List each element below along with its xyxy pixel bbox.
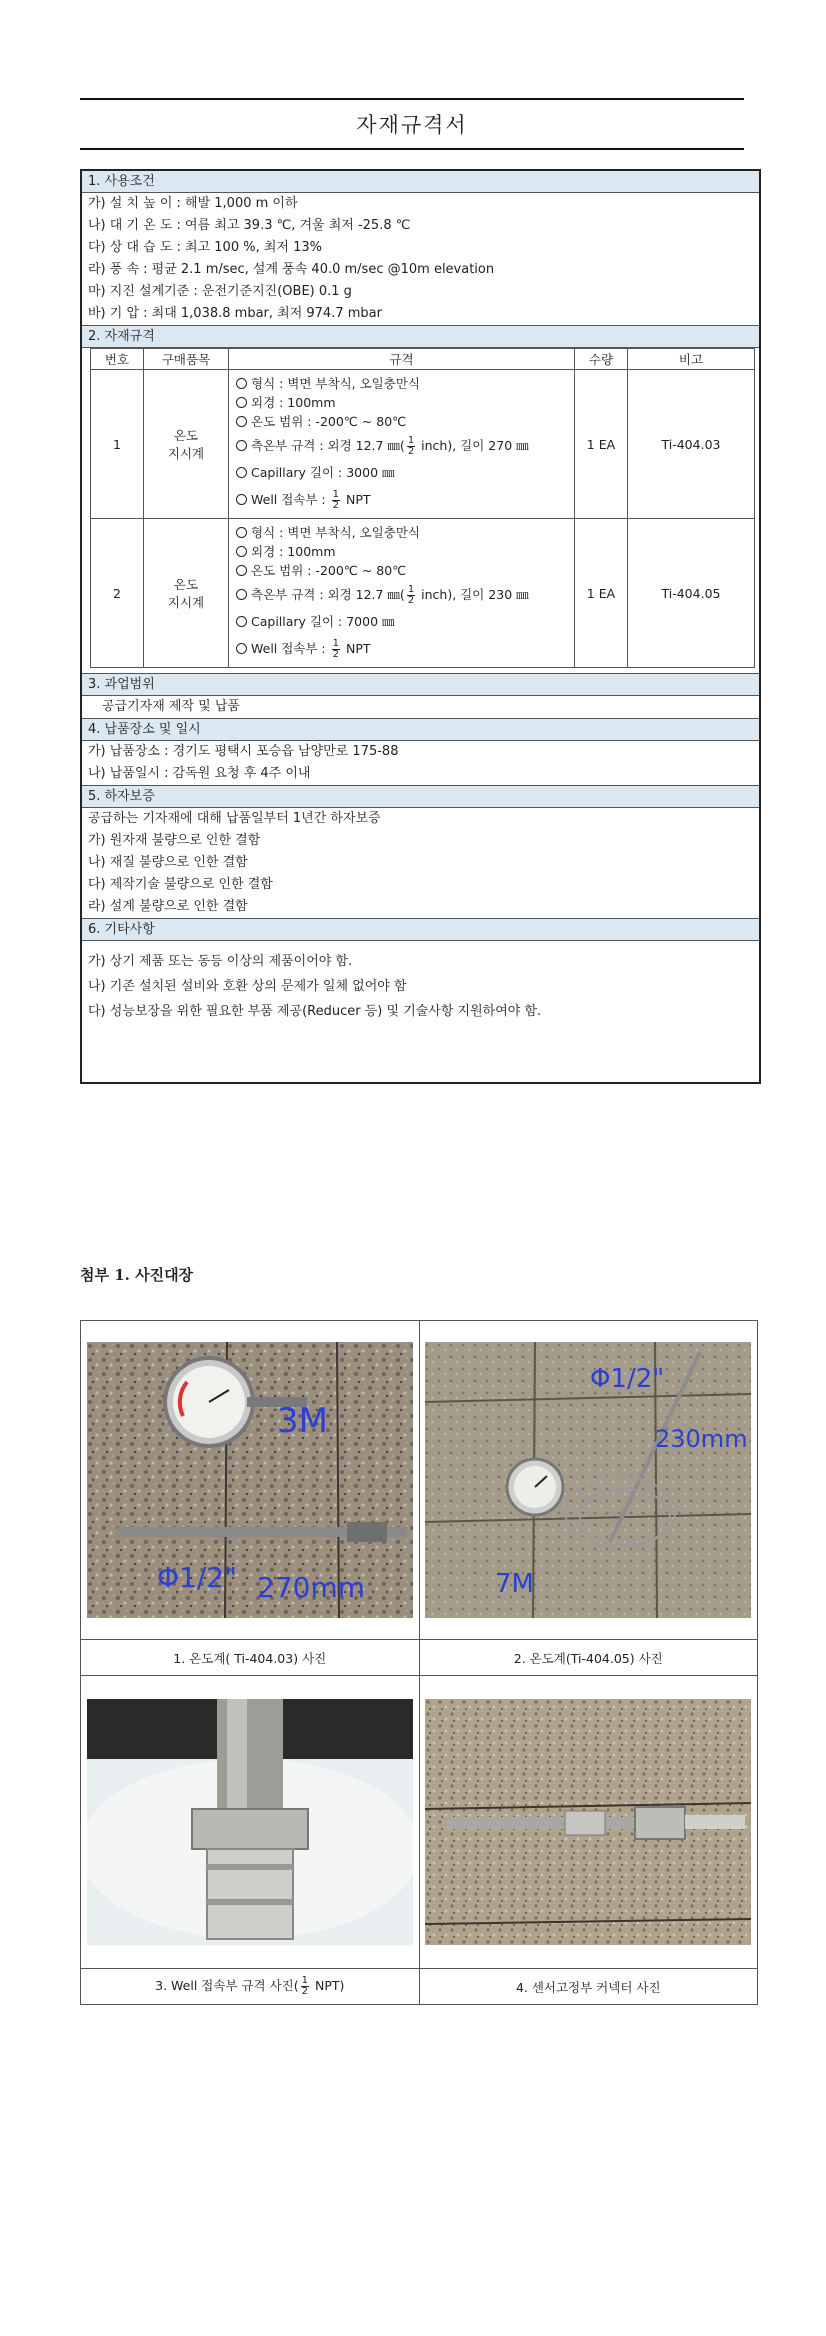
well-connector-photo: [87, 1699, 413, 1945]
spec-text: 온도 범위 : -200℃ ~ 80℃: [251, 414, 407, 429]
photo-caption: 2. 온도계(Ti-404.05) 사진: [419, 1640, 758, 1676]
spec-text: inch), 길이 230 ㎜: [417, 587, 529, 602]
spec-text: Capillary 길이 : 3000 ㎜: [251, 465, 395, 480]
photo-caption: 1. 온도계( Ti-404.03) 사진: [81, 1640, 420, 1676]
col-header-qty: 수량: [575, 349, 628, 370]
caption-text: NPT): [311, 1978, 345, 1993]
condition-line: 마) 지진 설계기준 : 운전기준지진(OBE) 0.1 g: [88, 284, 352, 299]
warranty-line: 공급하는 기자재에 대해 납품일부터 1년간 하자보증: [88, 811, 381, 826]
col-header-item: 구매품목: [144, 349, 229, 370]
attachment-title: 첨부 1. 사진대장: [80, 1266, 194, 1284]
warranty-line: 나) 재질 불량으로 인한 결함: [88, 855, 248, 870]
caption-text: 3. Well 접속부 규격 사진(: [155, 1978, 299, 1993]
circle-bullet-icon: [236, 440, 247, 451]
circle-bullet-icon: [236, 546, 247, 557]
col-header-note: 비고: [628, 349, 755, 370]
circle-bullet-icon: [236, 616, 247, 627]
section-header-other: 6. 기타사항: [82, 918, 759, 941]
condition-line: 다) 상 대 습 도 : 최고 100 %, 최저 13%: [88, 240, 322, 255]
handwritten-label: Φ1/2": [590, 1364, 665, 1394]
row-spec: [229, 370, 575, 519]
col-header-no: 번호: [91, 349, 144, 370]
row-item: [144, 370, 229, 519]
circle-bullet-icon: [236, 467, 247, 478]
thermometer-photo-2-image: [425, 1342, 751, 1618]
row-note: Ti-404.05: [628, 519, 755, 668]
spec-line: [230, 542, 573, 561]
fraction: $\frac{1}{2}$: [407, 584, 415, 606]
thermometer-photo-1-image: [87, 1342, 413, 1618]
spec-text: 측온부 규격 : 외경 12.7 ㎜(: [251, 438, 405, 453]
document-title-block: [80, 98, 744, 150]
spec-text: 형식 : 벽면 부착식, 오일충만식: [251, 525, 420, 540]
delivery-line: 나) 납품일시 : 감독원 요청 후 4주 이내: [88, 766, 311, 781]
spec-table: [90, 348, 755, 668]
spec-line: [230, 374, 573, 393]
spec-frame: [80, 169, 761, 1084]
photo-cell: [419, 1676, 758, 1969]
spec-text: 외경 : 100mm: [251, 544, 336, 559]
condition-line: 라) 풍 속 : 평균 2.1 m/sec, 설계 풍속 40.0 m/sec @10m elevation: [88, 262, 495, 277]
row-no: 2: [91, 519, 144, 668]
row-note: Ti-404.03: [628, 370, 755, 519]
spec-line: [230, 561, 573, 580]
section-header-scope: 3. 과업범위: [82, 673, 759, 696]
table-row: [91, 370, 755, 519]
warranty-line: 가) 원자재 불량으로 인한 결함: [88, 833, 261, 848]
spec-text: 온도 범위 : -200℃ ~ 80℃: [251, 563, 407, 578]
photo-caption: [81, 1969, 420, 2005]
fraction: $\frac{1}{2}$: [332, 489, 339, 511]
spec-table-header: [91, 349, 755, 370]
circle-bullet-icon: [236, 378, 247, 389]
sensor-connector-photo-image: [425, 1699, 751, 1945]
spec-text: 외경 : 100mm: [251, 395, 336, 410]
spec-text: NPT: [342, 641, 371, 656]
spec-text: Well 접속부 :: [251, 492, 330, 507]
spec-text: Capillary 길이 : 7000 ㎜: [251, 614, 395, 629]
spec-line: [230, 580, 573, 609]
scope-line: 공급기자재 제작 및 납품: [102, 699, 240, 714]
handwritten-label: 7M: [495, 1569, 535, 1599]
row-qty: 1 EA: [575, 519, 628, 668]
item-line: 온도: [173, 577, 199, 592]
spec-text: 측온부 규격 : 외경 12.7 ㎜(: [251, 587, 405, 602]
spec-line: [230, 412, 573, 431]
spec-line: [230, 634, 573, 663]
circle-bullet-icon: [236, 397, 247, 408]
row-item: [144, 519, 229, 668]
item-line: 지시계: [167, 595, 205, 610]
section-header-warranty: 5. 하자보증: [82, 785, 759, 808]
condition-line: 바) 기 압 : 최대 1,038.8 mbar, 최저 974.7 mbar: [88, 306, 382, 321]
circle-bullet-icon: [236, 416, 247, 427]
photo-cell: [419, 1321, 758, 1640]
spec-line: [230, 393, 573, 412]
other-line: 가) 상기 제품 또는 동등 이상의 제품이어야 함.: [88, 954, 353, 969]
condition-line: 나) 대 기 온 도 : 여름 최고 39.3 ℃, 겨울 최저 -25.8 ℃: [88, 218, 411, 233]
circle-bullet-icon: [236, 565, 247, 576]
section-header-delivery: 4. 납품장소 및 일시: [82, 718, 759, 741]
photo-register-table: [80, 1320, 758, 2005]
handwritten-label: 230mm: [655, 1425, 748, 1453]
spec-line: [230, 431, 573, 460]
thermometer-photo-2: [425, 1342, 751, 1618]
delivery-line: 가) 납품장소 : 경기도 평택시 포승읍 남양만로 175-88: [88, 744, 399, 759]
handwritten-label: 3M: [276, 1401, 328, 1441]
handwritten-label: 270mm: [256, 1571, 365, 1604]
spec-text: Well 접속부 :: [251, 641, 330, 656]
document-title: 자재규격서: [356, 113, 468, 137]
section-header-usage-conditions: 1. 사용조건: [82, 171, 759, 193]
col-header-spec: 규격: [229, 349, 575, 370]
fraction: $\frac{1}{2}$: [407, 435, 415, 457]
spec-line: [230, 609, 573, 634]
sensor-connector-photo: [425, 1699, 751, 1945]
handwritten-label: Φ1/2": [156, 1561, 237, 1594]
spec-text: NPT: [342, 492, 371, 507]
condition-line: 가) 설 치 높 이 : 해발 1,000 m 이하: [88, 196, 298, 211]
other-line: 다) 성능보장을 위한 필요한 부품 제공(Reducer 등) 및 기술사항 지원하여야 함.: [88, 1004, 542, 1019]
other-line: 나) 기존 설치된 설비와 호환 상의 문제가 일체 없어야 함: [88, 979, 407, 994]
circle-bullet-icon: [236, 643, 247, 654]
thermometer-photo-1: [87, 1342, 413, 1618]
item-line: 지시계: [167, 446, 205, 461]
well-connector-photo-image: [87, 1699, 413, 1945]
circle-bullet-icon: [236, 527, 247, 538]
warranty-line: 라) 설계 불량으로 인한 결함: [88, 899, 248, 914]
section-header-material-spec: 2. 자재규격: [82, 325, 759, 348]
circle-bullet-icon: [236, 589, 247, 600]
item-line: 온도: [173, 428, 199, 443]
spec-line: [230, 485, 573, 514]
spec-text: 형식 : 벽면 부착식, 오일충만식: [251, 376, 420, 391]
warranty-line: 다) 제작기술 불량으로 인한 결함: [88, 877, 273, 892]
spec-text: inch), 길이 270 ㎜: [417, 438, 529, 453]
circle-bullet-icon: [236, 494, 247, 505]
row-qty: 1 EA: [575, 370, 628, 519]
row-spec: [229, 519, 575, 668]
photo-cell: [81, 1321, 420, 1640]
spec-line: [230, 460, 573, 485]
photo-caption: 4. 센서고정부 커넥터 사진: [419, 1969, 758, 2005]
fraction: $\frac{1}{2}$: [301, 1975, 308, 1997]
spec-line: [230, 523, 573, 542]
photo-cell: [81, 1676, 420, 1969]
row-no: 1: [91, 370, 144, 519]
fraction: $\frac{1}{2}$: [332, 638, 339, 660]
table-row: [91, 519, 755, 668]
